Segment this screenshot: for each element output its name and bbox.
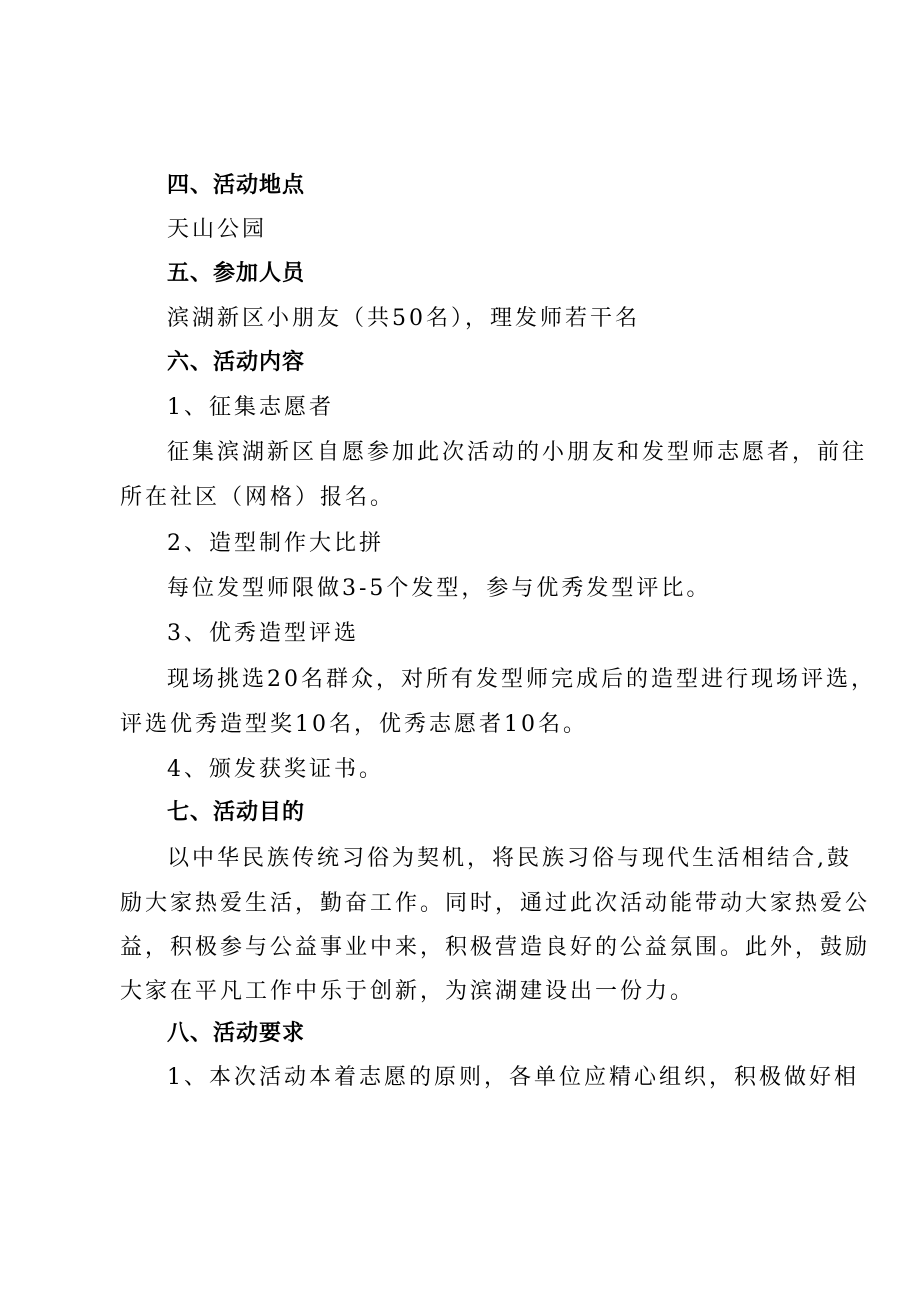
section-4-text: 天山公园 [167,217,268,242]
section-6-item-3-text-cont: 评选优秀造型奖10名，优秀志愿者10名。 [120,712,588,737]
section-7-heading: 七、活动目的 [167,800,306,825]
section-7-text-line-4: 大家在平凡工作中乐于创新，为滨湖建设出一份力。 [120,979,696,1004]
section-4-heading: 四、活动地点 [167,173,306,198]
section-8-item-1-text: 1、本次活动本着志愿的原则，各单位应精心组织，积极做好相 [167,1065,859,1090]
section-6-heading: 六、活动内容 [167,350,306,375]
section-6-item-1-title: 1、征集志愿者 [167,395,334,420]
section-7-text-line-3: 益，积极参与公益事业中来，积极营造良好的公益氛围。此外，鼓励 [120,935,871,960]
section-6-item-1-text-cont: 所在社区（网格）报名。 [120,485,396,510]
section-6-item-2-text: 每位发型师限做3-5个发型，参与优秀发型评比。 [167,576,712,601]
section-6-item-3-title: 3、优秀造型评选 [167,621,359,646]
section-5-heading: 五、参加人员 [167,261,306,286]
section-6-item-2-title: 2、造型制作大比拼 [167,531,384,556]
section-7-text-line-1: 以中华民族传统习俗为契机，将民族习俗与现代生活相结合,鼓 [167,846,852,871]
section-6-item-3-text: 现场挑选20名群众，对所有发型师完成后的造型进行现场评选， [167,667,876,692]
section-6-item-4-title: 4、颁发获奖证书。 [167,757,384,782]
section-8-heading: 八、活动要求 [167,1021,306,1046]
section-7-text-line-2: 励大家热爱生活，勤奋工作。同时，通过此次活动能带动大家热爱公 [120,891,871,916]
section-5-text: 滨湖新区小朋友（共50名），理发师若干名 [167,306,640,331]
section-6-item-1-text: 征集滨湖新区自愿参加此次活动的小朋友和发型师志愿者，前往 [167,440,868,465]
